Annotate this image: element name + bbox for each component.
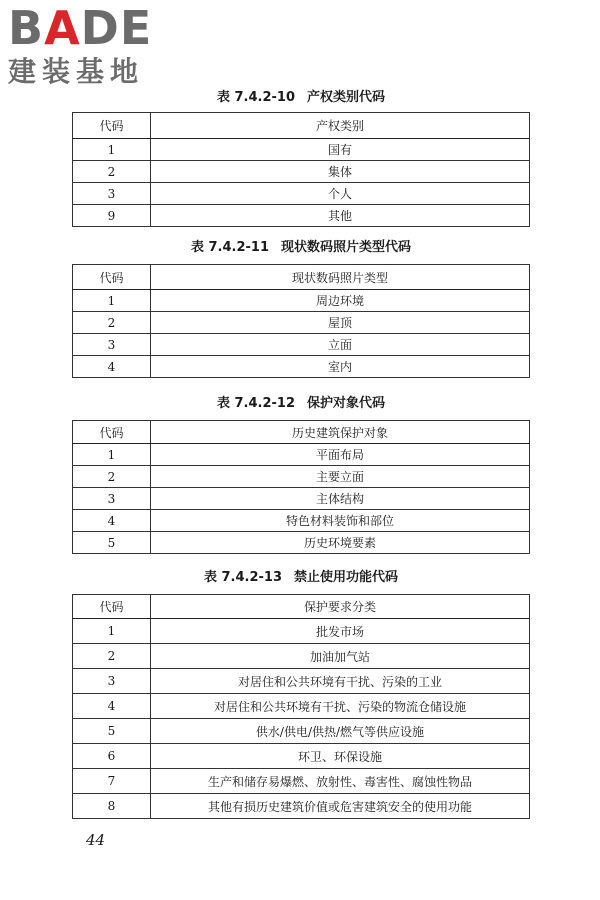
table-row	[73, 161, 530, 183]
table-row	[73, 466, 530, 488]
header-cell: 代码	[73, 265, 151, 290]
cell-code: 2	[73, 466, 151, 488]
table-caption-protection-object: 表 7.4.2-12 保护对象代码	[216, 396, 386, 411]
cell-code: 4	[73, 356, 151, 378]
cell-value: 室内	[151, 356, 530, 378]
cell-code: 1	[73, 619, 151, 644]
cell-code: 4	[73, 694, 151, 719]
header-cell: 历史建筑保护对象	[151, 421, 530, 444]
logo-subtitle: 建装基地	[8, 55, 145, 88]
cell-value: 生产和储存易爆燃、放射性、毒害性、腐蚀性物品	[151, 769, 530, 794]
page-number: 44	[86, 831, 106, 849]
bade-logo	[8, 2, 178, 92]
table-row	[73, 794, 530, 819]
cell-value: 环卫、环保设施	[151, 744, 530, 769]
cell-value: 周边环境	[151, 290, 530, 312]
table-header-row	[73, 595, 530, 619]
table-row	[73, 532, 530, 554]
cell-code: 2	[73, 161, 151, 183]
table-caption-photo-type: 表 7.4.2-11 现状数码照片类型代码	[190, 240, 412, 255]
table-row	[73, 744, 530, 769]
cell-code: 6	[73, 744, 151, 769]
cell-value: 供水/供电/供热/燃气等供应设施	[151, 719, 530, 744]
table-row	[73, 510, 530, 532]
table-photo-type	[72, 264, 530, 378]
cell-value: 立面	[151, 334, 530, 356]
header-cell: 代码	[73, 421, 151, 444]
table-row	[73, 488, 530, 510]
cell-code: 1	[73, 139, 151, 161]
table-row	[73, 356, 530, 378]
cell-code: 3	[73, 183, 151, 205]
cell-code: 2	[73, 312, 151, 334]
cell-value: 屋顶	[151, 312, 530, 334]
table-row	[73, 694, 530, 719]
header-cell: 代码	[73, 595, 151, 619]
table-row	[73, 139, 530, 161]
cell-code: 4	[73, 510, 151, 532]
table-header-row	[73, 265, 530, 290]
table-caption-prohibited-function: 表 7.4.2-13 禁止使用功能代码	[203, 570, 399, 585]
cell-code: 3	[73, 669, 151, 694]
table-row	[73, 444, 530, 466]
cell-value: 加油加气站	[151, 644, 530, 669]
cell-code: 3	[73, 334, 151, 356]
header-cell: 保护要求分类	[151, 595, 530, 619]
table-row	[73, 719, 530, 744]
header-cell: 代码	[73, 113, 151, 139]
table-row	[73, 205, 530, 227]
table-caption-property-type: 表 7.4.2-10 产权类别代码	[216, 90, 386, 105]
header-cell: 产权类别	[151, 113, 530, 139]
table-row	[73, 644, 530, 669]
cell-value: 平面布局	[151, 444, 530, 466]
cell-value: 批发市场	[151, 619, 530, 644]
table-property-type	[72, 112, 530, 227]
table-row	[73, 312, 530, 334]
table-row	[73, 769, 530, 794]
cell-value: 其他有损历史建筑价值或危害建筑安全的使用功能	[151, 794, 530, 819]
table-header-row	[73, 113, 530, 139]
cell-value: 主要立面	[151, 466, 530, 488]
cell-value: 个人	[151, 183, 530, 205]
cell-value: 对居住和公共环境有干扰、污染的物流仓储设施	[151, 694, 530, 719]
cell-code: 7	[73, 769, 151, 794]
cell-code: 9	[73, 205, 151, 227]
cell-code: 3	[73, 488, 151, 510]
table-row	[73, 669, 530, 694]
cell-code: 1	[73, 290, 151, 312]
table-row	[73, 183, 530, 205]
logo-wordmark: BADE	[8, 1, 153, 55]
table-row	[73, 290, 530, 312]
cell-value: 主体结构	[151, 488, 530, 510]
cell-value: 国有	[151, 139, 530, 161]
cell-code: 8	[73, 794, 151, 819]
cell-code: 2	[73, 644, 151, 669]
table-header-row	[73, 421, 530, 444]
table-row	[73, 619, 530, 644]
cell-value: 集体	[151, 161, 530, 183]
header-cell: 现状数码照片类型	[151, 265, 530, 290]
table-prohibited-function	[72, 594, 530, 819]
table-protection-object	[72, 420, 530, 554]
cell-value: 特色材料装饰和部位	[151, 510, 530, 532]
cell-value: 历史环境要素	[151, 532, 530, 554]
cell-value: 对居住和公共环境有干扰、污染的工业	[151, 669, 530, 694]
logo-accent-letter: A	[44, 1, 81, 55]
cell-code: 1	[73, 444, 151, 466]
cell-code: 5	[73, 719, 151, 744]
cell-value: 其他	[151, 205, 530, 227]
table-row	[73, 334, 530, 356]
cell-code: 5	[73, 532, 151, 554]
